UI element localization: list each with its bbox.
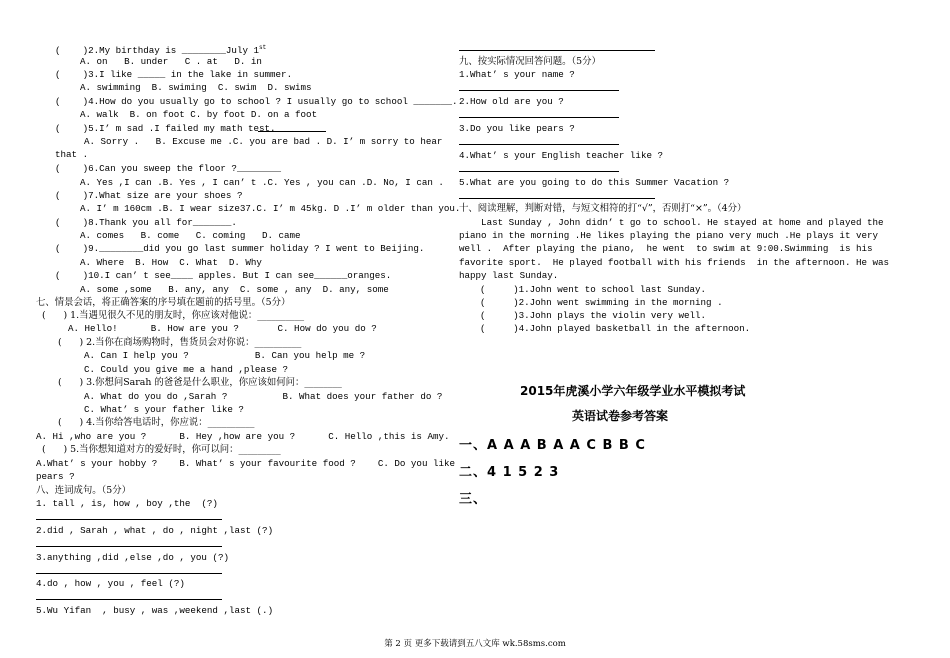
answer-line [36, 573, 222, 574]
answer-2: 二、4 1 5 2 3 [459, 465, 560, 480]
question-9-3: 3.Do you like pears ? [459, 123, 575, 134]
question-7: ( )7.What size are your shoes ? [55, 190, 243, 201]
answer-line [459, 50, 655, 51]
sentence-5-words: 5.Wu Yifan , busy , was ,weekend ,last (.) [36, 605, 274, 616]
question-9-2: 2.How old are you ? [459, 96, 564, 107]
question-4: ( )4.How do you usually go to school ? I usually go to school _______. [55, 96, 458, 107]
dialogue-1-options: A. Hello! B. How are you ? C. How do you do ? [68, 323, 377, 334]
question-9-4: 4.What’ s your English teacher like ? [459, 150, 663, 161]
true-false-2: ( )2.John went swimming in the morning . [480, 297, 723, 308]
question-9: ( )9.________did you go last summer holiday ? I went to Beijing. [55, 243, 425, 254]
question-10-options: A. some ,some B. any, any C. some , any D. any, some [80, 284, 389, 295]
dialogue-2: ( ) 2.当你在商场购物时，售货员会对你说：__________ [58, 337, 302, 348]
section-10-title: 十、阅读理解，判断对错，与短文相符的打“√”，否则打“×”。（4分） [459, 203, 747, 214]
passage-line-3: well . After playing the piano, he went to swim at 9:00.Swimming is his [459, 243, 873, 254]
answer-key-title: 2015年虎溪小学六年级学业水平模拟考试 [520, 384, 746, 398]
sentence-2-words: 2.did , Sarah , what , do , night ,last (?) [36, 525, 274, 536]
dialogue-5-options-cont: pears ? [36, 471, 75, 482]
answer-line [258, 131, 326, 132]
dialogue-5-options: A.What’ s your hobby ? B. What’ s your favourite food ? C. Do you like [36, 458, 456, 469]
question-5-options: A. Sorry . B. Excuse me .C. you are bad . D. I’ m sorry to hear [84, 136, 443, 147]
dialogue-2-options-cont: C. Could you give me a hand ,please ? [84, 364, 288, 375]
question-9-5: 5.What are you going to do this Summer Vacation ? [459, 177, 730, 188]
dialogue-5: ( ) 5.当你想知道对方的爱好时，你可以问：_________ [42, 444, 281, 455]
answer-line [459, 171, 619, 172]
passage-line-5: happy last Sunday. [459, 270, 559, 281]
question-2: ( )2.My birthday is ________July 1st [55, 44, 267, 57]
answer-line [459, 198, 655, 199]
question-10: ( )10.I can’ t see____ apples. But I can see______oranges. [55, 270, 392, 281]
answer-line [459, 144, 619, 145]
question-7-options: A. I’ m 160cm .B. I wear size37.C. I’ m 45kg. D .I’ m older than you. [80, 203, 461, 214]
true-false-3: ( )3.John plays the violin very well. [480, 310, 707, 321]
true-false-1: ( )1.John went to school last Sunday. [480, 284, 707, 295]
page-footer: 第 2 页 更多下载请到五八文库 wk.58sms.com [384, 639, 566, 649]
sentence-1-words: 1. tall , is, how , boy ,the (?) [36, 498, 218, 509]
answer-line [459, 117, 619, 118]
passage-line-1: Last Sunday , John didn’ t go to school. He stayed at home and played the [459, 217, 884, 228]
dialogue-3: ( ) 3.你想问Sarah 的爸爸是什么职业，你应该如何问：________ [58, 377, 342, 388]
question-6: ( )6.Can you sweep the floor ?________ [55, 163, 282, 174]
question-6-options: A. Yes ,I can .B. Yes , I can’ t .C. Yes , you can .D. No, I can . [80, 177, 444, 188]
section-8-title: 八、连词成句。（5分） [36, 485, 132, 496]
answer-1: 一、A A A B A A C B B C [459, 438, 646, 453]
section-7-title: 七、情景会话，将正确答案的序号填在题前的括号里。（5分） [36, 297, 291, 308]
question-8: ( )8.Thank you all for_______. [55, 217, 237, 228]
question-2-options: A. on B. under C . at D. in [80, 56, 262, 67]
question-8-options: A. comes B. come C. coming D. came [80, 230, 301, 241]
dialogue-1: ( ) 1.当遇见很久不见的朋友时，你应该对他说：__________ [42, 310, 305, 321]
answer-line [36, 519, 222, 520]
answer-3: 三、 [459, 492, 488, 507]
question-5-options-cont: that . [55, 149, 89, 160]
section-9-title: 九、按实际情况回答问题。（5分） [459, 56, 601, 67]
question-3: ( )3.I like _____ in the lake in summer. [55, 69, 293, 80]
answer-line [36, 599, 222, 600]
question-9-1: 1.What’ s your name ? [459, 69, 575, 80]
answer-line [36, 546, 222, 547]
dialogue-4: ( ) 4.当你给答电话时，你应说：__________ [58, 417, 255, 428]
answer-key-subtitle: 英语试卷参考答案 [572, 409, 669, 423]
dialogue-4-options: A. Hi ,who are you ? B. Hey ,how are you ? C. Hello ,this is Amy. [36, 431, 450, 442]
dialogue-3-options-cont: C. What’ s your father like ? [84, 404, 244, 415]
passage-line-4: favorite sport. He played football with his friends in the afternoon. He was [459, 257, 890, 268]
sentence-3-words: 3.anything ,did ,else ,do , you (?) [36, 552, 229, 563]
question-4-options: A. walk B. on foot C. by foot D. on a foot [80, 109, 318, 120]
dialogue-3-options: A. What do you do ,Sarah ? B. What does your father do ? [84, 391, 443, 402]
sentence-4-words: 4.do , how , you , feel (?) [36, 578, 185, 589]
question-5: ( )5.I’ m sad .I failed my math test. [55, 123, 276, 134]
passage-line-2: piano in the morning .He likes playing the piano very much .He plays it very [459, 230, 879, 241]
question-9-options: A. Where B. How C. What D. Why [80, 257, 262, 268]
true-false-4: ( )4.John played basketball in the afternoon. [480, 323, 751, 334]
answer-line [459, 90, 619, 91]
dialogue-2-options: A. Can I help you ? B. Can you help me ? [84, 350, 366, 361]
question-3-options: A. swimming B. swiming C. swim D. swims [80, 82, 312, 93]
